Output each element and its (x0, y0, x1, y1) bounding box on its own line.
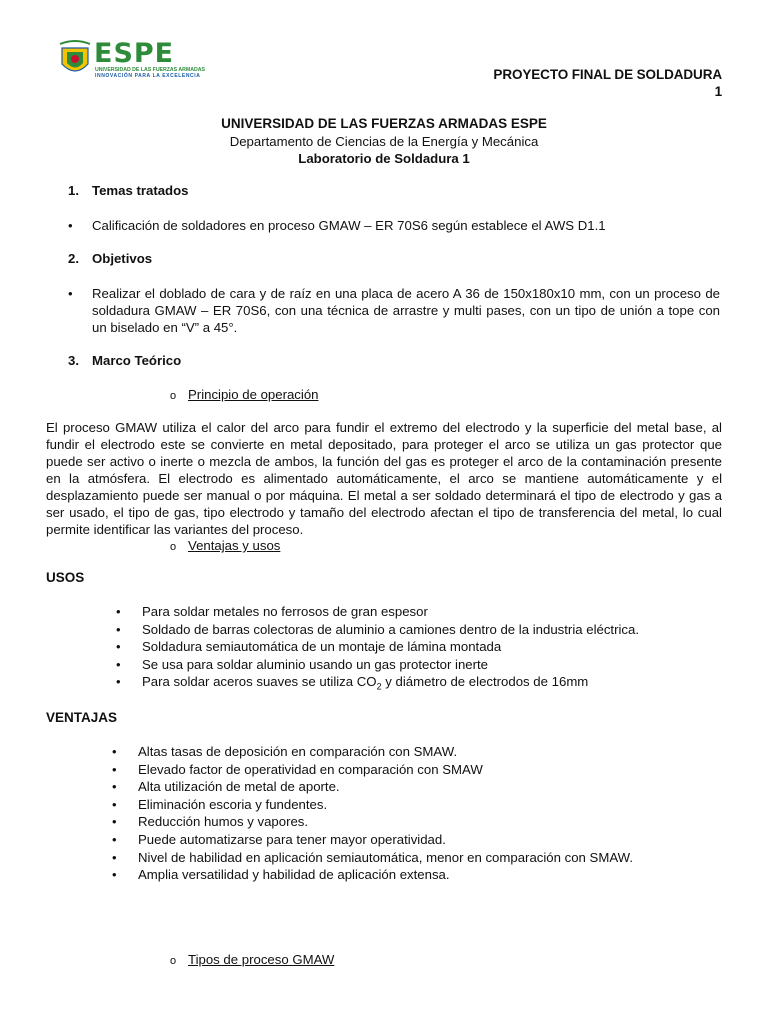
logo-subtitle-1: UNIVERSIDAD DE LAS FUERZAS ARMADAS (95, 67, 205, 73)
section-2-heading (68, 251, 152, 266)
logo-wordmark: ESPE (94, 38, 175, 69)
list-item (112, 831, 758, 849)
ventajas-heading: VENTAJAS (46, 710, 118, 725)
list-item-text: Para soldar aceros suaves se utiliza CO (142, 674, 377, 690)
list-item-text: Amplia versatilidad y habilidad de aplicación extensa. (138, 867, 450, 883)
project-title: PROYECTO FINAL DE SOLDADURA (493, 67, 722, 82)
circle-bullet-icon: o (170, 390, 177, 402)
section-3-title: Marco Teórico (92, 353, 182, 368)
list-item (112, 761, 758, 779)
section-3-heading (68, 353, 181, 368)
section-1-title: Temas tratados (92, 183, 189, 198)
bullet-icon: • (116, 656, 121, 672)
subscript-text: 2 (376, 682, 382, 693)
subsection-tipos-title: Tipos de proceso GMAW (188, 952, 335, 967)
bullet-icon: • (112, 831, 117, 847)
espe-logo (58, 38, 205, 82)
bullet-icon: • (116, 621, 121, 637)
bullet-icon: • (116, 604, 121, 619)
body-paragraph: El proceso GMAW utiliza el calor del arco para fundir el extremo del electrodo y la superficie del metal base, al fundir el electrodo este se convierte en metal depositado, para proteger el arco se utiliza un gas protector que puede ser activo o inerte o mezcla de ambos, la función del gas es proteger el arco de la contaminación presente en la atmósfera. El electrodo es alimentado automáticamente, el arco se mantiene automáticamente y el desplazamiento puede ser manual o por máquina. El metal a ser soldado determinará el tipo de electrodo y gas a ser usado, el tipo de gas, tipo electrodo y tamaño del electrodo afectan el tipo de transferencia del metal, lo cual permite identificar las variantes del proceso. (46, 420, 722, 537)
logo-subtitle-2: INNOVACIÓN PARA LA EXCELENCIA (95, 73, 201, 79)
section-1-bullet-text: Calificación de soldadores en proceso GMAW – ER 70S6 según establece el AWS D1.1 (92, 218, 606, 233)
section-1-number: 1. (68, 183, 79, 198)
subsection-ventajas-usos-title: Ventajas y usos (188, 538, 281, 553)
lab-title: Laboratorio de Soldadura 1 (298, 151, 470, 166)
list-item-text: Soldado de barras colectoras de aluminio a camiones dentro de la industria eléctrica. (142, 621, 640, 637)
section-2-bullet (68, 285, 720, 337)
list-item-text: Soldadura semiautomática de un montaje de lámina montada (142, 639, 502, 655)
list-item-text: Nivel de habilidad en aplicación semiautomática, menor en comparación con SMAW. (138, 849, 634, 865)
bullet-icon: • (112, 796, 117, 812)
bullet-icon: • (112, 744, 117, 759)
list-item (112, 743, 758, 761)
bullet-icon: • (112, 779, 117, 795)
list-item (116, 603, 762, 621)
section-1-heading (68, 183, 189, 198)
list-item-text: Puede automatizarse para tener mayor operatividad. (138, 831, 446, 847)
page-number: 1 (714, 84, 722, 99)
bullet-icon: • (112, 761, 117, 777)
section-2-title: Objetivos (92, 251, 153, 266)
list-item-text: Alta utilización de metal de aporte. (138, 779, 340, 795)
bullet-icon: • (116, 639, 121, 655)
list-item (112, 813, 758, 831)
circle-bullet-icon: o (170, 541, 177, 553)
list-item (112, 778, 758, 796)
bullet-icon: • (68, 218, 73, 233)
bullet-icon: • (112, 849, 117, 865)
subsection-principio-title: Principio de operación (188, 387, 319, 402)
section-3-number: 3. (68, 353, 79, 368)
ventajas-list (112, 743, 758, 884)
usos-heading: USOS (46, 570, 85, 585)
usos-list (116, 603, 762, 697)
list-item-text: Para soldar metales no ferrosos de gran espesor (142, 604, 428, 619)
list-item-text: Se usa para soldar aluminio usando un gas protector inerte (142, 656, 489, 672)
list-item (116, 656, 762, 674)
list-item (112, 796, 758, 814)
list-item (116, 673, 762, 696)
university-title: UNIVERSIDAD DE LAS FUERZAS ARMADAS ESPE (221, 116, 547, 131)
bullet-icon: • (112, 814, 117, 830)
subsection-tipos (170, 951, 334, 970)
subsection-ventajas-usos (170, 537, 280, 556)
list-item-text: y diámetro de electrodos de 16mm (381, 674, 589, 690)
subsection-principio (170, 386, 319, 405)
section-2-number: 2. (68, 251, 79, 266)
list-item-text: Eliminación escoria y fundentes. (138, 796, 328, 812)
running-header (493, 66, 722, 100)
section-2-bullet-text: Realizar el doblado de cara y de raíz en una placa de acero A 36 de 150x180x10 mm, con un proceso de soldadura GMAW – ER 70S6, con una técnica de arrastre y multi pases, con un tipo de unión a tope con un biselado en “V” a 45°. (92, 286, 720, 335)
list-item-text: Reducción humos y vapores. (138, 814, 309, 830)
list-item (112, 866, 758, 884)
bullet-icon: • (116, 674, 121, 690)
list-item-text: Elevado factor de operatividad en comparación con SMAW (138, 761, 483, 777)
list-item-text: Altas tasas de deposición en comparación con SMAW. (138, 744, 458, 759)
list-item (116, 621, 762, 639)
bullet-icon: • (112, 867, 117, 883)
department-title: Departamento de Ciencias de la Energía y Mecánica (229, 134, 539, 149)
circle-bullet-icon: o (170, 955, 177, 967)
list-item (116, 638, 762, 656)
section-1-bullet (68, 217, 720, 235)
list-item (112, 849, 758, 867)
bullet-icon: • (68, 286, 73, 301)
